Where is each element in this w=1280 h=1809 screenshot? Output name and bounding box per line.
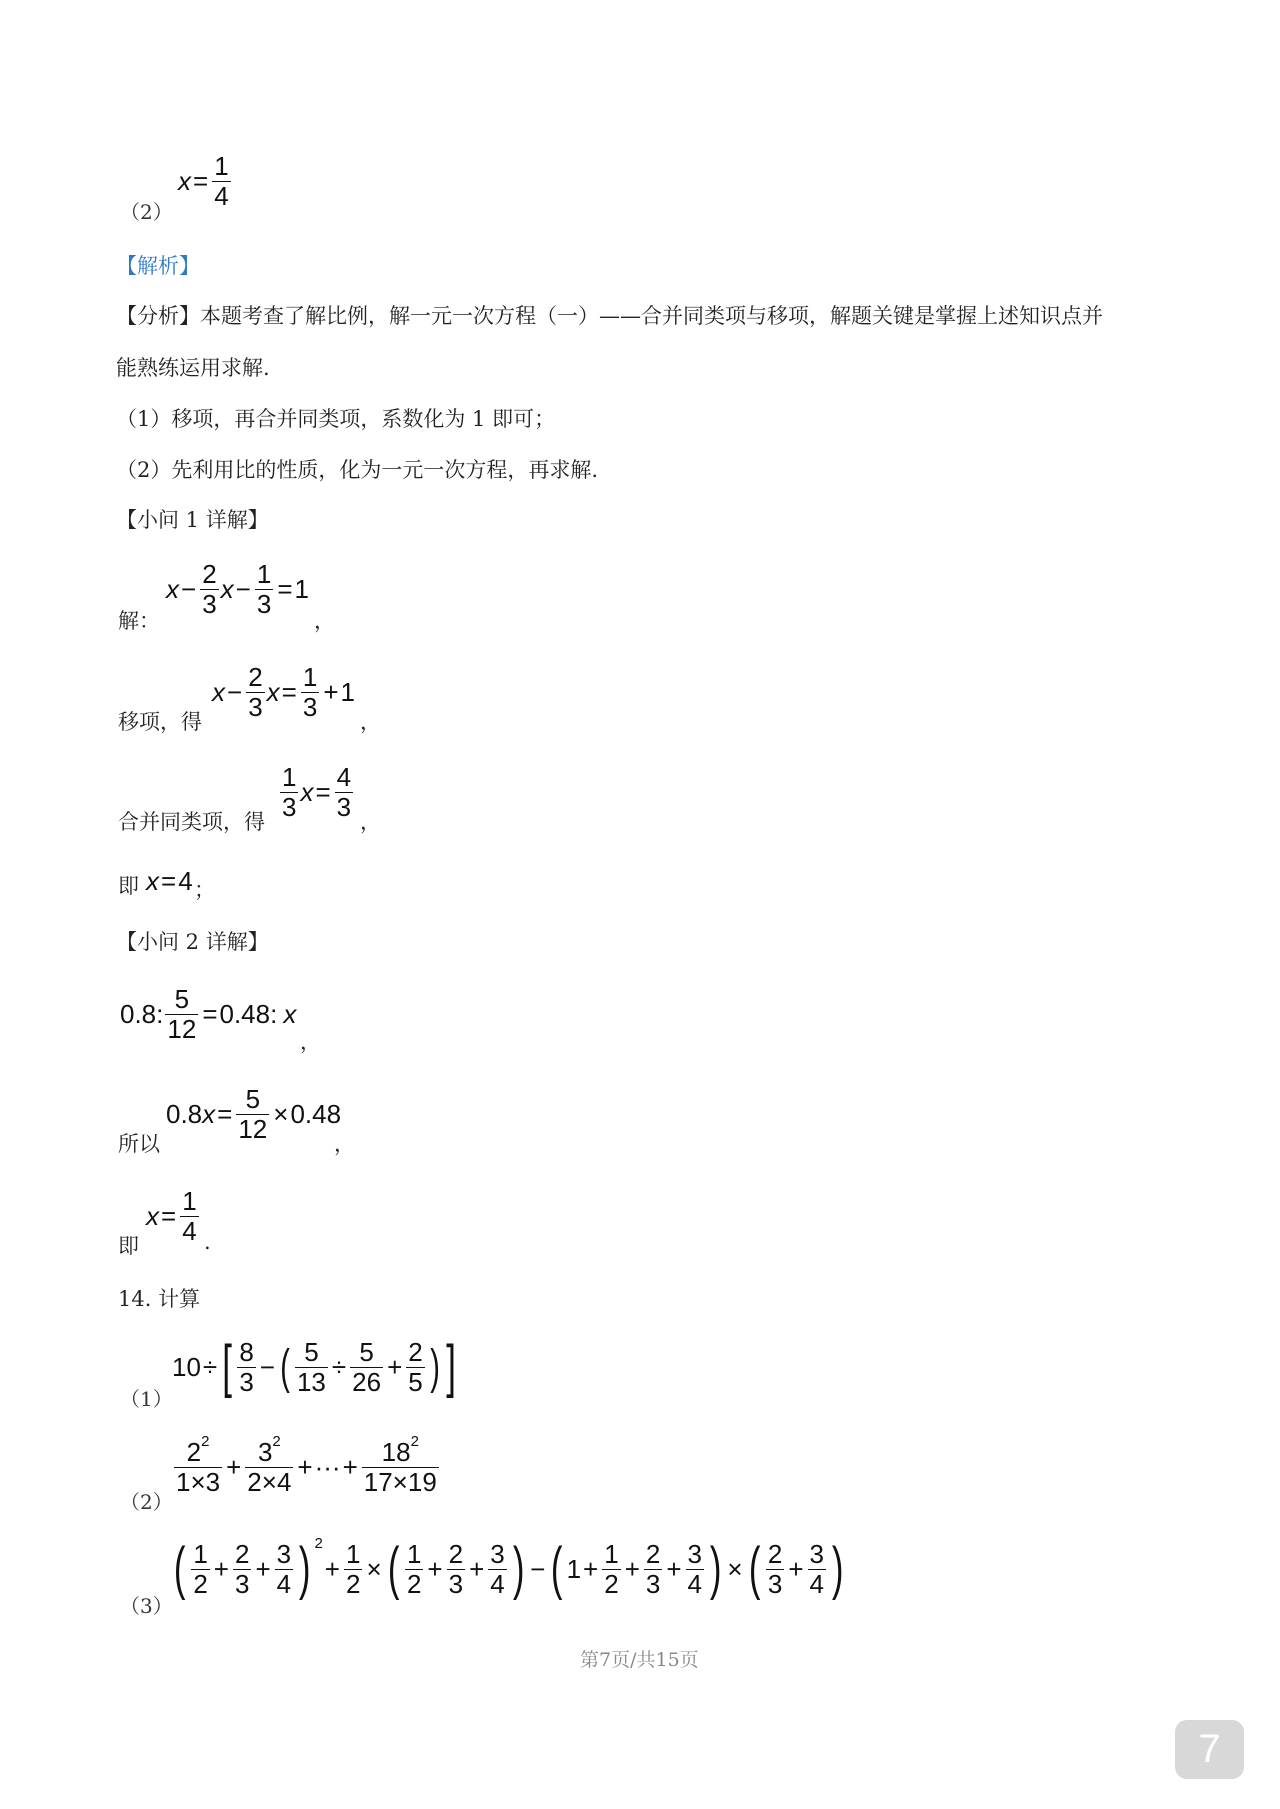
equation-original <box>166 560 309 618</box>
math-op: − <box>530 1553 546 1584</box>
fraction <box>237 1338 255 1396</box>
fraction <box>808 1540 826 1598</box>
math-number: 4 <box>178 866 193 896</box>
fraction <box>686 1540 704 1598</box>
numerator: 1 <box>214 151 229 181</box>
numerator <box>185 1433 212 1467</box>
right-paren: ) <box>298 1536 311 1601</box>
base: 2 <box>186 1437 202 1467</box>
denominator: 3 <box>234 1568 250 1599</box>
fraction <box>405 1540 423 1598</box>
denominator: 26 <box>352 1366 382 1397</box>
math-op: + <box>226 1451 242 1482</box>
fraction <box>233 1540 251 1598</box>
denominator: 1×3 <box>176 1466 221 1497</box>
numerator: 1 <box>604 1539 619 1569</box>
fraction <box>174 1433 222 1497</box>
analysis-line-3: （1）移项，再合并同类项，系数化为 1 即可； <box>116 407 556 431</box>
math-op: = <box>161 1200 177 1231</box>
math-op: × <box>366 1553 382 1584</box>
sub-question-2-heading: 【小问 2 详解】 <box>116 930 269 954</box>
math-op: + <box>255 1553 271 1584</box>
equation-cross-multiplied <box>166 1085 341 1143</box>
numerator: 3 <box>687 1539 703 1569</box>
denominator: 3 <box>248 691 263 722</box>
math-op: + <box>427 1553 443 1584</box>
punctuation: ， <box>334 1132 355 1156</box>
numerator: 2 <box>645 1539 661 1569</box>
step-label: 合并同类项，得 <box>118 810 265 834</box>
math-op: : <box>270 998 278 1029</box>
fraction <box>301 663 319 721</box>
denominator: 3 <box>256 588 272 619</box>
math-number: 10 <box>172 1351 201 1382</box>
math-op: + <box>324 1553 340 1584</box>
denominator: 2×4 <box>247 1466 292 1497</box>
base: 3 <box>257 1437 273 1467</box>
right-paren: ) <box>831 1536 844 1601</box>
fraction <box>350 1338 383 1396</box>
fraction <box>191 1540 209 1598</box>
equation-solution-quarter <box>146 1187 201 1245</box>
denominator: 3 <box>202 588 217 619</box>
fraction <box>766 1540 784 1598</box>
right-paren: ) <box>709 1536 722 1601</box>
math-var: x <box>300 776 314 807</box>
math-number: 0.48 <box>219 998 271 1029</box>
numerator: 4 <box>336 762 352 792</box>
denominator: 4 <box>809 1568 824 1599</box>
math-op: = <box>161 866 177 896</box>
math-op: + <box>788 1553 804 1584</box>
equation-solution <box>146 866 193 897</box>
analysis-line-1: 【分析】本题考查了解比例，解一元一次方程（一）——合并同类项与移项，解题关键是掌握上述知识点并 <box>116 304 1103 328</box>
denominator: 4 <box>214 180 229 211</box>
denominator: 4 <box>490 1568 505 1599</box>
exponent: 2 <box>201 1433 210 1450</box>
math-op: = <box>217 1098 233 1129</box>
numerator: 1 <box>282 762 297 792</box>
math-number: 1 <box>566 1553 582 1584</box>
math-op: + <box>387 1351 403 1382</box>
math-op: = <box>202 998 218 1029</box>
page-footer: 第7页/共15页 <box>580 1649 699 1671</box>
fraction <box>200 560 218 618</box>
math-number: 0.8 <box>166 1098 203 1129</box>
fraction <box>406 1338 424 1396</box>
math-var: x <box>266 676 280 707</box>
punctuation: ， <box>360 710 381 734</box>
numerator: 2 <box>202 559 217 589</box>
right-paren: ) <box>429 1340 440 1394</box>
math-op: + <box>213 1553 229 1584</box>
numerator: 1 <box>256 559 272 589</box>
punctuation: ， <box>300 1030 321 1054</box>
denominator: 3 <box>767 1568 783 1599</box>
math-op: + <box>342 1451 358 1482</box>
fraction <box>245 1433 293 1497</box>
denominator: 13 <box>296 1366 326 1397</box>
math-op: − <box>181 573 197 604</box>
math-var: x <box>146 1200 159 1231</box>
numerator <box>380 1433 421 1467</box>
punctuation: ， <box>314 609 335 633</box>
math-op: ÷ <box>202 1351 218 1382</box>
exponent: 2 <box>272 1433 281 1450</box>
expression-14-1 <box>172 1334 459 1399</box>
left-bracket: [ <box>222 1334 233 1399</box>
denominator: 2 <box>604 1568 619 1599</box>
math-op: × <box>273 1098 289 1129</box>
math-op: − <box>227 676 243 707</box>
sub-question-label: （2） <box>120 1490 173 1514</box>
math-op: × <box>727 1553 743 1584</box>
sub-question-label: （2） <box>120 200 173 224</box>
fraction <box>180 1187 198 1245</box>
right-paren: ) <box>512 1536 525 1601</box>
fraction <box>212 152 230 210</box>
denominator: 3 <box>239 1366 254 1397</box>
denominator: 3 <box>282 791 297 822</box>
proportion-equation <box>120 985 296 1043</box>
denominator: 4 <box>276 1568 292 1599</box>
analysis-line-2: 能熟练运用求解. <box>116 356 270 380</box>
math-op: + <box>583 1553 599 1584</box>
math-var: x <box>212 676 225 707</box>
math-number: 1 <box>294 573 309 604</box>
math-number: 1 <box>340 676 355 707</box>
denominator: 3 <box>336 791 352 822</box>
equation-moved-terms <box>212 663 355 721</box>
sub-question-label: （3） <box>120 1594 173 1618</box>
left-paren: ( <box>173 1536 186 1601</box>
left-paren: ( <box>748 1536 760 1601</box>
math-op: + <box>323 676 339 707</box>
denominator: 2 <box>193 1568 208 1599</box>
fraction <box>165 985 198 1043</box>
numerator <box>256 1433 283 1467</box>
math-var: x <box>220 573 234 604</box>
math-op: : <box>156 998 164 1029</box>
math-var: x <box>178 165 191 196</box>
punctuation: . <box>204 1230 211 1254</box>
numerator: 2 <box>248 662 263 692</box>
math-var: x <box>146 866 159 896</box>
math-op: = <box>315 776 331 807</box>
sub-question-label: （1） <box>120 1387 173 1411</box>
numerator: 1 <box>302 662 318 692</box>
fraction <box>362 1433 439 1497</box>
numerator: 1 <box>193 1539 208 1569</box>
math-op: + <box>624 1553 640 1584</box>
math-op: ÷ <box>331 1351 347 1382</box>
math-op: + <box>297 1451 313 1482</box>
numerator: 3 <box>276 1539 292 1569</box>
step-label: 即 <box>118 1234 139 1258</box>
math-op: − <box>259 1351 275 1382</box>
math-op: + <box>469 1553 485 1584</box>
denominator: 3 <box>645 1568 661 1599</box>
exponent: 2 <box>314 1534 323 1552</box>
numerator: 5 <box>174 984 190 1014</box>
denominator: 12 <box>167 1013 197 1044</box>
section-heading-jiexi: 【解析】 <box>116 254 200 278</box>
numerator: 2 <box>408 1337 423 1367</box>
left-paren: ( <box>280 1340 290 1394</box>
fraction <box>236 1085 269 1143</box>
fraction <box>275 1540 293 1598</box>
math-var: x <box>202 1098 216 1129</box>
fraction <box>246 663 264 721</box>
numerator: 1 <box>182 1186 197 1216</box>
numerator: 2 <box>767 1539 783 1569</box>
math-number: 0.48 <box>290 1098 342 1129</box>
step-label: 解： <box>118 609 160 633</box>
fraction <box>280 763 298 821</box>
sub-question-1-heading: 【小问 1 详解】 <box>116 508 269 532</box>
expression-14-2 <box>172 1433 441 1497</box>
denominator: 5 <box>408 1366 423 1397</box>
math-op: − <box>235 573 251 604</box>
ellipsis: ··· <box>314 1451 341 1482</box>
numerator: 1 <box>406 1539 422 1569</box>
step-label: 所以 <box>118 1132 160 1156</box>
step-label: 即 <box>118 874 139 898</box>
right-bracket: ] <box>445 1334 456 1399</box>
math-var: x <box>166 573 179 604</box>
denominator: 2 <box>345 1568 361 1599</box>
fraction <box>602 1540 620 1598</box>
numerator: 1 <box>345 1539 361 1569</box>
numerator: 5 <box>245 1084 261 1114</box>
equation-combined <box>278 763 355 821</box>
numerator: 5 <box>359 1337 374 1367</box>
punctuation: ； <box>194 878 215 902</box>
step-label: 移项，得 <box>118 710 202 734</box>
fraction <box>344 1540 362 1598</box>
fraction <box>644 1540 662 1598</box>
numerator: 2 <box>234 1539 250 1569</box>
fraction <box>255 560 273 618</box>
denominator: 2 <box>406 1568 422 1599</box>
denominator: 4 <box>687 1568 703 1599</box>
numerator: 3 <box>490 1539 505 1569</box>
math-number: 0.8 <box>120 998 157 1029</box>
math-op: = <box>277 573 293 604</box>
denominator: 3 <box>448 1568 464 1599</box>
exponent: 2 <box>410 1433 419 1450</box>
punctuation: ， <box>360 810 381 834</box>
denominator: 4 <box>182 1215 197 1246</box>
fraction <box>488 1540 506 1598</box>
expression-14-3 <box>170 1534 847 1601</box>
denominator: 17×19 <box>363 1466 437 1497</box>
answer-formula-x-equals-quarter <box>178 152 233 210</box>
numerator: 2 <box>448 1539 464 1569</box>
fraction <box>447 1540 465 1598</box>
left-paren: ( <box>387 1536 400 1601</box>
numerator: 8 <box>239 1337 254 1367</box>
math-op: = <box>193 165 209 196</box>
denominator: 3 <box>302 691 318 722</box>
problem-14-title: 14. 计算 <box>118 1287 201 1311</box>
page-number-badge[interactable]: 7 <box>1175 1720 1244 1779</box>
math-var: x <box>283 998 297 1029</box>
denominator: 12 <box>238 1113 268 1144</box>
fraction <box>335 763 353 821</box>
numerator: 3 <box>809 1539 824 1569</box>
left-paren: ( <box>551 1536 563 1601</box>
math-op: = <box>281 676 297 707</box>
analysis-line-4: （2）先利用比的性质，化为一元一次方程，再求解. <box>116 458 599 482</box>
fraction <box>295 1338 328 1396</box>
base: 18 <box>381 1437 411 1467</box>
numerator: 5 <box>304 1337 319 1367</box>
math-op: + <box>666 1553 682 1584</box>
